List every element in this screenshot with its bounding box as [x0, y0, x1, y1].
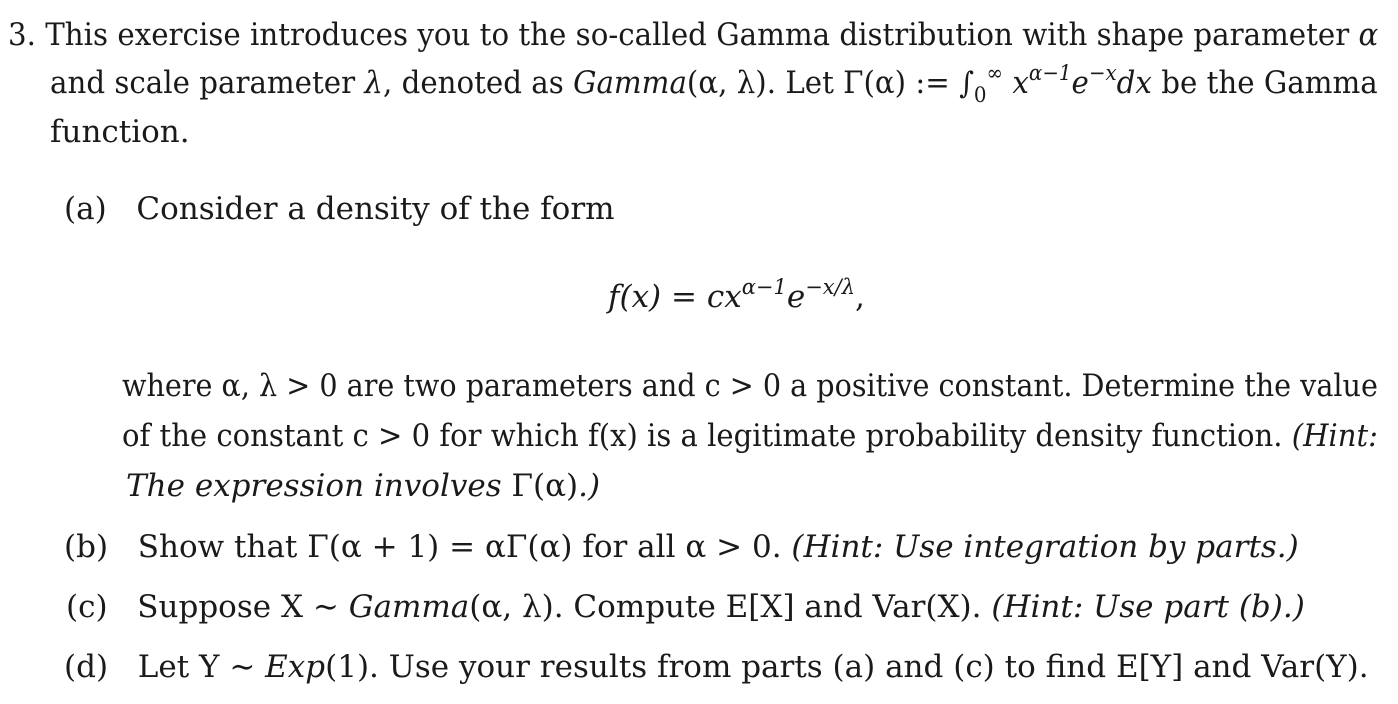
part-b-text: Show that Γ(α + 1) = αΓ(α) for all α > 0.: [137, 529, 782, 565]
part-b-hint: (Hint: Use integration by parts.): [791, 529, 1299, 565]
gamma-args: (α, λ): [686, 65, 767, 101]
formula-comma: ,: [855, 279, 865, 315]
problem-intro-line-1: [8, 17, 1379, 53]
integrand-dx: dx: [1116, 65, 1152, 101]
formula-exponent-1: α−1: [741, 275, 787, 299]
part-b-label: (b): [64, 529, 109, 565]
part-c-line: [66, 589, 1305, 625]
part-a-label: (a): [64, 191, 107, 227]
part-d-label: (d): [64, 649, 109, 685]
intro-text-2d: be the Gamma: [1161, 65, 1378, 101]
part-d-text-b: (1). Use your results from parts (a) and (c) to find E[Y] and Var(Y).: [325, 649, 1369, 685]
problem-intro-line-2: [50, 61, 1378, 107]
lambda-symbol: λ: [364, 65, 383, 101]
part-c-label: (c): [66, 589, 108, 625]
part-c-text-a: Suppose X ∼: [137, 589, 339, 625]
problem-intro-line-3: [50, 114, 190, 150]
part-d-line: [64, 649, 1369, 685]
density-formula: [608, 275, 865, 315]
intro-text-1: This exercise introduces you to the so-called Gamma distribution with shape parameter: [45, 17, 1350, 53]
intro-text-2a: and scale parameter: [50, 65, 356, 101]
integrand-exp-minus-x: −x: [1088, 61, 1117, 85]
formula-e: e: [786, 279, 806, 315]
integrand-exponent: α−1: [1028, 61, 1072, 85]
part-c-text-b: (α, λ). Compute E[X] and Var(X).: [469, 589, 982, 625]
formula-exponent-2: −x/λ: [805, 275, 856, 299]
part-b-line: [64, 529, 1299, 565]
part-a-line-3: [122, 418, 1378, 454]
part-a-line-1: [64, 191, 615, 227]
part-a-hint-gamma: Γ(α): [511, 468, 579, 504]
intro-text-3: function.: [50, 114, 190, 150]
alpha-symbol: α: [1358, 17, 1379, 53]
integrand-x: x: [1012, 65, 1029, 101]
gamma-name: Gamma: [573, 65, 687, 101]
part-a-text: Consider a density of the form: [136, 191, 615, 227]
part-a-hint-end: .): [578, 468, 601, 504]
intro-text-2c: . Let Γ(α) :=: [766, 65, 950, 101]
part-d-text-a: Let Y ∼: [137, 649, 256, 685]
part-a-after-2: of the constant c > 0 for which f(x) is a legitimate probability density function.: [122, 418, 1283, 454]
integral-sign: ∫: [959, 66, 974, 101]
part-d-exp-name: Exp: [265, 649, 326, 685]
part-c-gamma-name: Gamma: [348, 589, 470, 625]
formula-lhs: f(x) = cx: [608, 279, 742, 315]
intro-text-2b: , denoted as: [382, 65, 564, 101]
integrand-e: e: [1071, 65, 1089, 101]
part-a-line-2: [122, 368, 1378, 404]
integral-upper: ∞: [986, 61, 1004, 85]
part-a-hint-text: The expression involves: [126, 468, 502, 504]
part-a-hint-start: (Hint:: [1291, 418, 1378, 454]
part-a-line-4: [126, 468, 601, 504]
problem-number: 3.: [8, 17, 36, 53]
part-c-hint: (Hint: Use part (b).): [991, 589, 1305, 625]
part-a-after-1: where α, λ > 0 are two parameters and c > 0 a positive constant. Determine the value: [122, 368, 1378, 404]
integral-lower: 0: [973, 83, 987, 107]
